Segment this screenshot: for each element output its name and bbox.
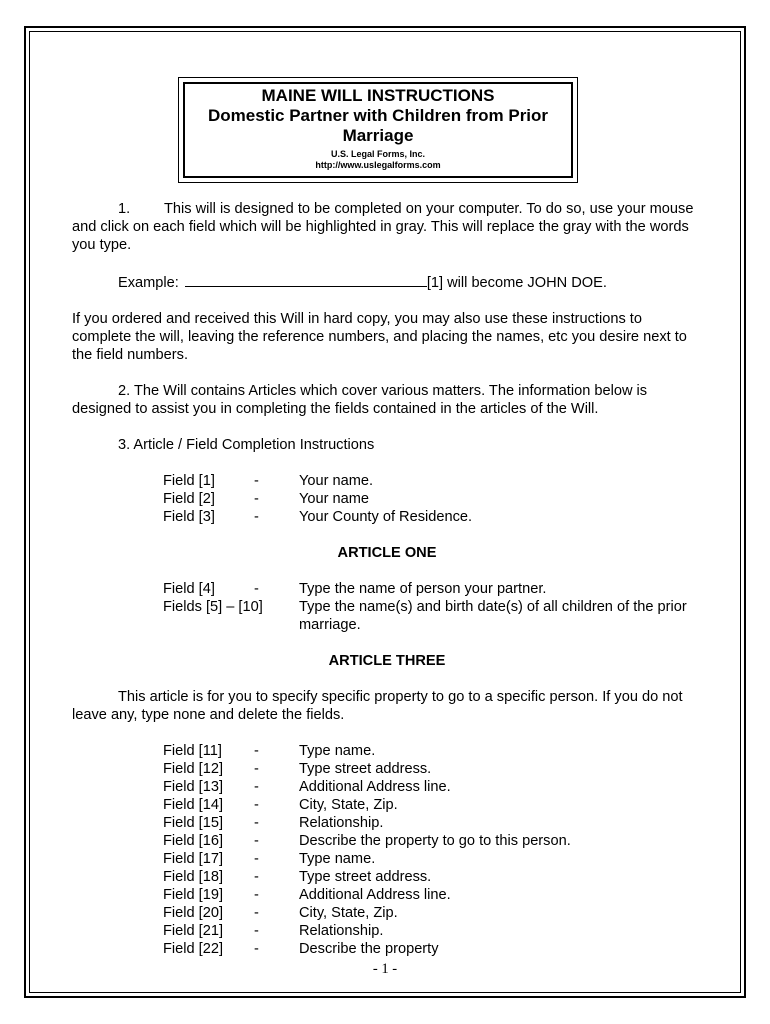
field-row [72, 814, 702, 832]
example-label: Example: [118, 275, 179, 291]
company-name: U.S. Legal Forms, Inc. [330, 149, 426, 159]
field-dash: - [254, 851, 259, 867]
field-text: Relationship. [299, 923, 384, 939]
field-dash: - [254, 473, 259, 489]
fields-article-three-list [72, 742, 702, 958]
field-label: Field [18] [163, 869, 224, 885]
field-label: Field [19] [163, 887, 224, 903]
field-text: Describe the property to go to this person. [299, 833, 571, 849]
field-text: Type the name(s) and birth date(s) of all children of the prior marriage. [299, 599, 687, 633]
company-url: http://www.uslegalforms.com [315, 160, 441, 170]
example-blank-line [185, 272, 427, 287]
field-dash: - [254, 887, 259, 903]
field-dash: - [254, 779, 259, 795]
field-row [72, 490, 702, 508]
example-line [72, 272, 702, 292]
field-row [72, 922, 702, 940]
field-label: Field [12] [163, 761, 224, 777]
field-row [72, 850, 702, 868]
field-dash: - [254, 491, 259, 507]
field-text: Describe the property [299, 941, 439, 957]
field-label: Field [16] [163, 833, 224, 849]
document-subtitle: Domestic Partner with Children from Prior Marriage [207, 106, 549, 145]
title-block [183, 86, 573, 171]
field-row [72, 508, 702, 526]
field-label: Field [1] [163, 473, 215, 489]
field-label: Field [3] [163, 509, 215, 525]
article-one-heading: ARTICLE ONE [337, 545, 437, 561]
paragraph-3: 3. Article / Field Completion Instructions [118, 437, 375, 453]
field-text: Additional Address line. [299, 779, 451, 795]
field-label: Field [15] [163, 815, 224, 831]
field-label: Field [14] [163, 797, 224, 813]
hardcopy-paragraph: If you ordered and received this Will in hard copy, you may also use these instructions to complete the will, leaving the reference numbers, and placing the names, etc you desire next to the field numbers. [72, 311, 687, 363]
paragraph-1-number: 1. [118, 201, 131, 217]
field-dash: - [254, 743, 259, 759]
field-row [72, 760, 702, 778]
field-text: Relationship. [299, 815, 384, 831]
field-row [72, 868, 702, 886]
document-title: MAINE WILL INSTRUCTIONS [261, 86, 495, 105]
field-dash: - [254, 833, 259, 849]
field-text: Your County of Residence. [299, 509, 473, 525]
field-text: Type the name of person your partner. [299, 581, 547, 597]
field-text: Type street address. [299, 761, 432, 777]
field-label: Field [11] [163, 743, 222, 759]
field-row [72, 742, 702, 760]
field-label: Field [21] [163, 923, 224, 939]
fields-intro-list [72, 472, 702, 526]
field-text: Type name. [299, 743, 376, 759]
field-label: Field [2] [163, 491, 215, 507]
field-label: Field [4] [163, 581, 215, 597]
field-label: Fields [5] – [10] [163, 599, 263, 615]
field-label: Field [22] [163, 941, 224, 957]
field-row [72, 580, 702, 598]
field-row [72, 778, 702, 796]
field-text: City, State, Zip. [299, 905, 398, 921]
field-dash: - [254, 941, 259, 957]
document-body [72, 200, 702, 958]
field-text: Type street address. [299, 869, 432, 885]
field-text: Type name. [299, 851, 376, 867]
field-row [72, 832, 702, 850]
field-row [72, 796, 702, 814]
article-three-heading: ARTICLE THREE [328, 653, 446, 669]
article-three-intro: This article is for you to specify specific property to go to a specific person. If you do not leave any, type none and delete the fields. [72, 689, 683, 723]
example-result: [1] will become JOHN DOE. [426, 275, 607, 291]
field-label: Field [13] [163, 779, 224, 795]
field-row [72, 904, 702, 922]
field-dash: - [254, 581, 259, 597]
field-dash: - [254, 797, 259, 813]
paragraph-1-text: This will is designed to be completed on your computer. To do so, use your mouse and click on each field which will be highlighted in gray. This will replace the gray with the words you type. [72, 201, 694, 253]
field-label: Field [20] [163, 905, 224, 921]
field-row [72, 598, 702, 634]
field-dash: - [254, 869, 259, 885]
field-text: Your name. [299, 473, 374, 489]
field-row [72, 472, 702, 490]
paragraph-2: 2. The Will contains Articles which cover various matters. The information below is designed to assist you in completing the fields contained in the articles of the Will. [72, 383, 648, 417]
field-text: Additional Address line. [299, 887, 451, 903]
field-dash: - [254, 509, 259, 525]
field-text: City, State, Zip. [299, 797, 398, 813]
field-dash: - [254, 815, 259, 831]
field-row [72, 886, 702, 904]
field-text: Your name [299, 491, 370, 507]
fields-article-one-list [72, 580, 702, 634]
field-dash: - [254, 761, 259, 777]
field-label: Field [17] [163, 851, 224, 867]
page-number: - 1 - [372, 961, 398, 977]
field-dash: - [254, 905, 259, 921]
field-dash: - [254, 923, 259, 939]
field-row [72, 940, 702, 958]
paragraph-1 [72, 200, 702, 254]
